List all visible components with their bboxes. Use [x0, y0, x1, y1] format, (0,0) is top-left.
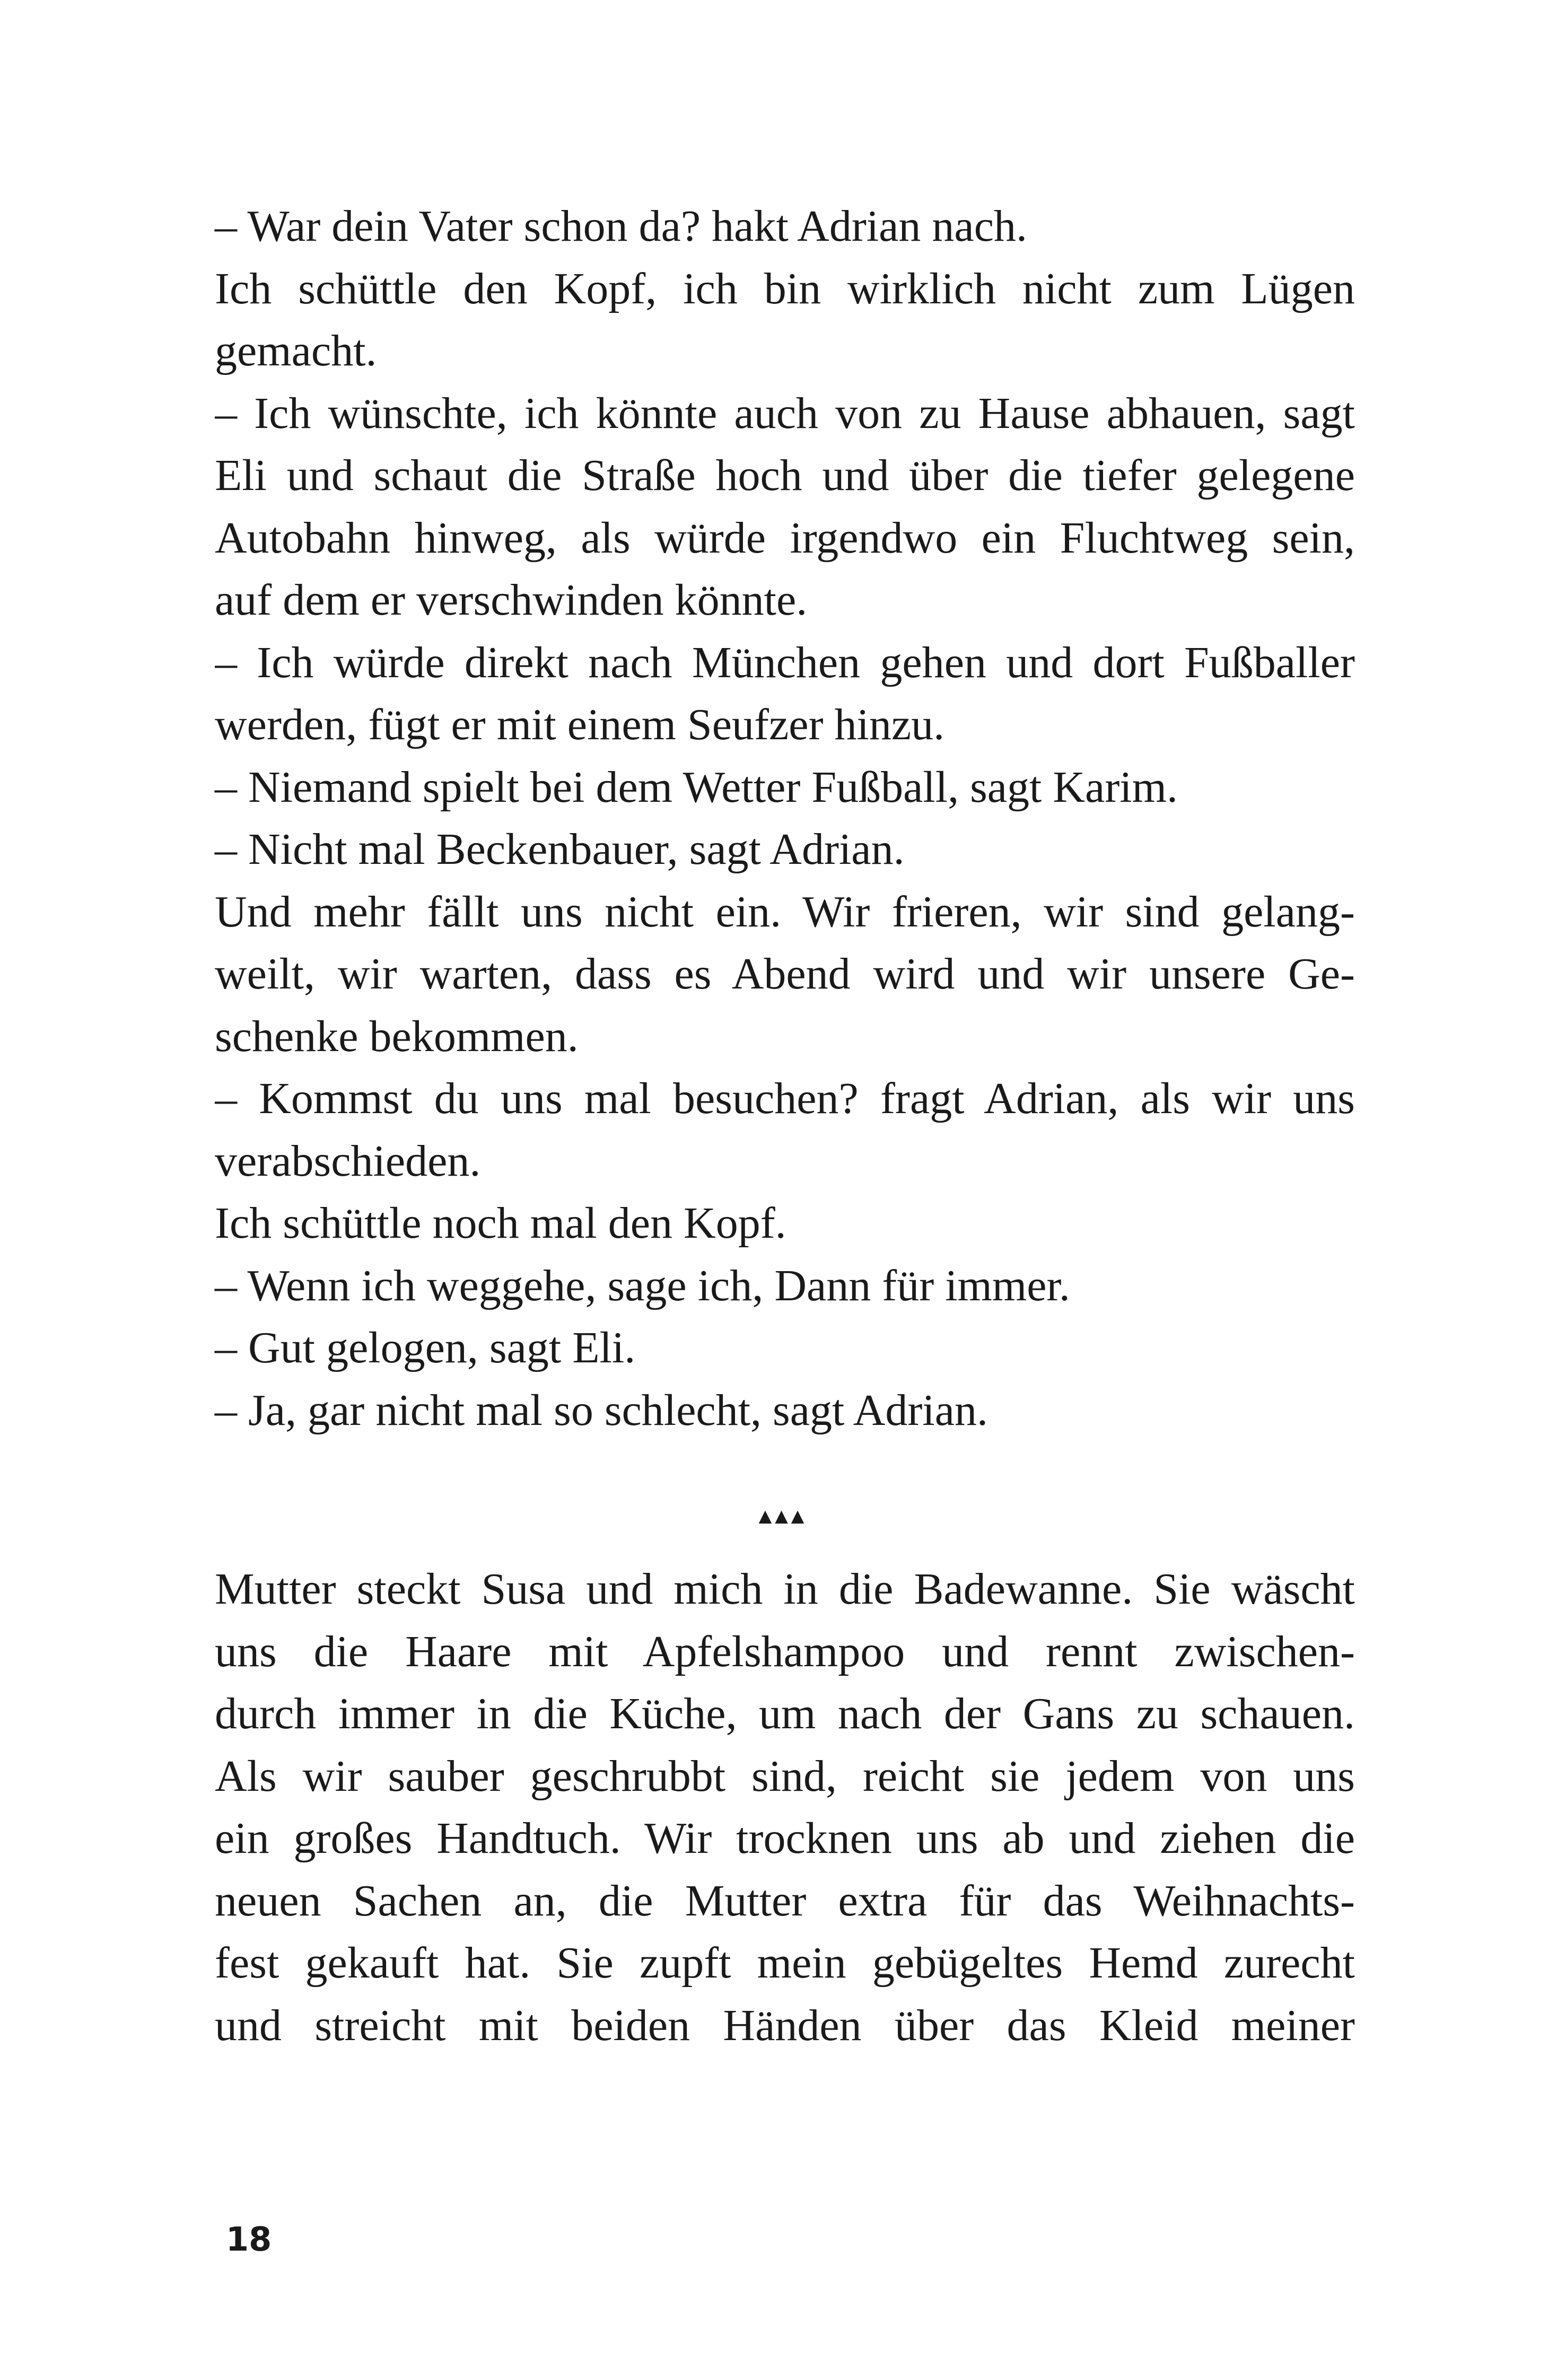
text-line: uns die Haare mit Apfelshampoo und rennt zwischen-: [215, 1626, 1355, 1676]
text-line: Als wir sauber geschrubbt sind, reicht sie jedem von uns: [215, 1751, 1355, 1801]
text-line: – Ich wünschte, ich könnte auch von zu Hause abhauen, sagt: [215, 388, 1355, 438]
text-line: Eli und schaut die Straße hoch und über die tiefer gelegene: [215, 451, 1355, 500]
text-line: Und mehr fällt uns nicht ein. Wir frieren, wir sind gelang-: [215, 887, 1355, 937]
text-line: Mutter steckt Susa und mich in die Badewanne. Sie wäscht: [215, 1564, 1355, 1614]
text-line: werden, fügt er mit einem Seufzer hinzu.: [215, 700, 945, 749]
page-number: 18: [226, 2220, 272, 2259]
text-line: gemacht.: [215, 326, 377, 375]
text-line: Autobahn hinweg, als würde irgendwo ein Fluchtweg sein,: [215, 513, 1355, 563]
text-line: neuen Sachen an, die Mutter extra für das Weihnachts-: [215, 1876, 1355, 1926]
text-line: – Ja, gar nicht mal so schlecht, sagt Adrian.: [215, 1385, 988, 1435]
text-line: und streicht mit beiden Händen über das Kleid meiner: [215, 2000, 1355, 2050]
text-line: – Nicht mal Beckenbauer, sagt Adrian.: [215, 825, 905, 874]
text-line: – Niemand spielt bei dem Wetter Fußball, sagt Karim.: [215, 762, 1178, 812]
text-line: auf dem er verschwinden könnte.: [215, 575, 808, 625]
text-line: – Gut gelogen, sagt Eli.: [215, 1323, 636, 1372]
text-line: – War dein Vater schon da? hakt Adrian nach.: [215, 202, 1027, 251]
text-line: durch immer in die Küche, um nach der Gans zu schauen.: [215, 1689, 1355, 1738]
text-line: Ich schüttle noch mal den Kopf.: [215, 1198, 786, 1248]
text-line: Ich schüttle den Kopf, ich bin wirklich nicht zum Lügen: [215, 264, 1355, 313]
text-line: – Wenn ich weggehe, sage ich, Dann für immer.: [215, 1261, 1070, 1310]
text-line: – Kommst du uns mal besuchen? fragt Adrian, als wir uns: [215, 1074, 1355, 1123]
text-line: – Ich würde direkt nach München gehen und dort Fußballer: [215, 637, 1355, 687]
dialogue-section: [215, 195, 1355, 1441]
section-separator-icon: ▲▲▲: [758, 1506, 808, 1526]
text-line: ein großes Handtuch. Wir trocknen uns ab und ziehen die: [215, 1814, 1355, 1863]
text-line: weilt, wir warten, dass es Abend wird und wir unsere Ge-: [215, 949, 1355, 999]
narrative-paragraph: [215, 1558, 1355, 2057]
text-line: verabschieden.: [215, 1136, 481, 1186]
text-line: schenke bekommen.: [215, 1011, 579, 1061]
text-line: fest gekauft hat. Sie zupft mein gebügeltes Hemd zurecht: [215, 1938, 1355, 1988]
